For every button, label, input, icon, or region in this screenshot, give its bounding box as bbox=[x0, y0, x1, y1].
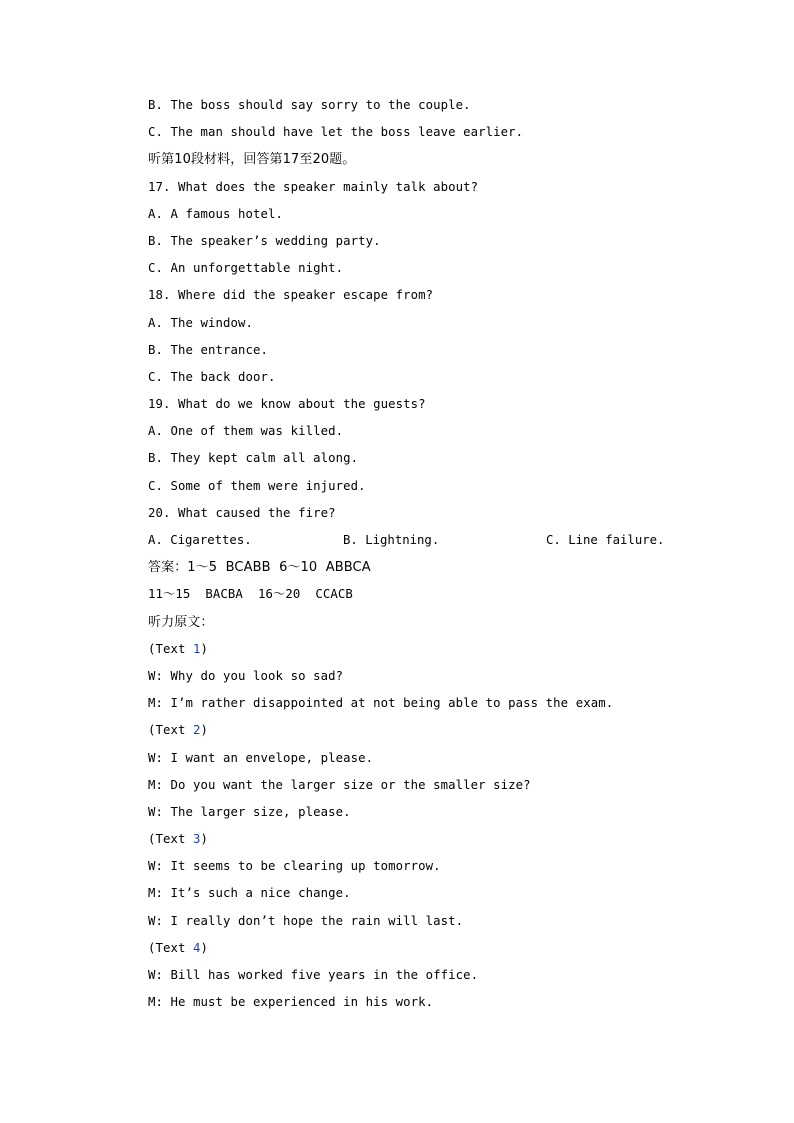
option-line: A. One of them was killed. bbox=[148, 424, 344, 439]
dialogue-line: W: The larger size, please. bbox=[148, 804, 351, 819]
answer-key-line: 11～15 BACBA 16～20 CCACB bbox=[148, 587, 353, 602]
option-line: C. The back door. bbox=[148, 369, 276, 384]
text-label-close: ) bbox=[200, 832, 209, 847]
answer-key-line: 答案：1～5 BCABB 6～10 ABBCA bbox=[148, 560, 371, 576]
text-label-number: 3 bbox=[193, 832, 201, 847]
document-body bbox=[148, 92, 708, 1016]
text-label bbox=[148, 717, 708, 744]
dialogue-line: W: Why do you look so sad? bbox=[148, 668, 344, 683]
text-label bbox=[148, 636, 708, 663]
question-line: 20. What caused the fire? bbox=[148, 505, 336, 520]
dialogue-line: M: I’m rather disappointed at not being able to pass the exam. bbox=[148, 696, 614, 711]
question-20-choices bbox=[148, 527, 708, 554]
dialogue-line: M: Do you want the larger size or the smaller size? bbox=[148, 777, 531, 792]
question-line: 19. What do we know about the guests? bbox=[148, 397, 426, 412]
option-line: A. The window. bbox=[148, 315, 254, 330]
text-label-open: (Text bbox=[148, 832, 194, 847]
option-line: C. An unforgettable night. bbox=[148, 261, 344, 276]
dialogue-line: W: I really don’t hope the rain will last. bbox=[148, 913, 464, 928]
dialogue-line: W: I want an envelope, please. bbox=[148, 750, 374, 765]
option-line: C. The man should have let the boss leave earlier. bbox=[148, 125, 524, 140]
question-line: 18. Where did the speaker escape from? bbox=[148, 288, 434, 303]
transcript-heading: 听力原文： bbox=[148, 614, 214, 630]
option-line: B. The speaker’s wedding party. bbox=[148, 233, 381, 248]
text-label bbox=[148, 935, 708, 962]
text-label-close: ) bbox=[200, 723, 209, 738]
section-instruction: 听第10段材料，回答第17至20题。 bbox=[148, 152, 356, 168]
option-line: C. Some of them were injured. bbox=[148, 478, 366, 493]
option-line: B. They kept calm all along. bbox=[148, 451, 359, 466]
choice-c: C. Line failure. bbox=[546, 533, 665, 547]
text-label-open: (Text bbox=[148, 940, 194, 955]
text-label-close: ) bbox=[200, 940, 209, 955]
text-label-number: 2 bbox=[193, 723, 201, 738]
dialogue-line: M: It’s such a nice change. bbox=[148, 886, 351, 901]
dialogue-line: W: It seems to be clearing up tomorrow. bbox=[148, 859, 441, 874]
option-line: B. The entrance. bbox=[148, 342, 269, 357]
text-label-number: 4 bbox=[193, 940, 201, 955]
text-label-open: (Text bbox=[148, 641, 194, 656]
dialogue-line: W: Bill has worked five years in the office. bbox=[148, 968, 479, 982]
choice-a: A. Cigarettes. bbox=[148, 533, 252, 547]
option-line: B. The boss should say sorry to the couple. bbox=[148, 98, 471, 112]
choice-b: B. Lightning. bbox=[343, 533, 440, 547]
question-line: 17. What does the speaker mainly talk about? bbox=[148, 179, 479, 194]
text-label bbox=[148, 826, 708, 853]
text-label-close: ) bbox=[200, 641, 209, 656]
option-line: A. A famous hotel. bbox=[148, 206, 284, 221]
text-label-open: (Text bbox=[148, 723, 194, 738]
dialogue-line: M: He must be experienced in his work. bbox=[148, 995, 434, 1010]
text-label-number: 1 bbox=[193, 641, 201, 656]
